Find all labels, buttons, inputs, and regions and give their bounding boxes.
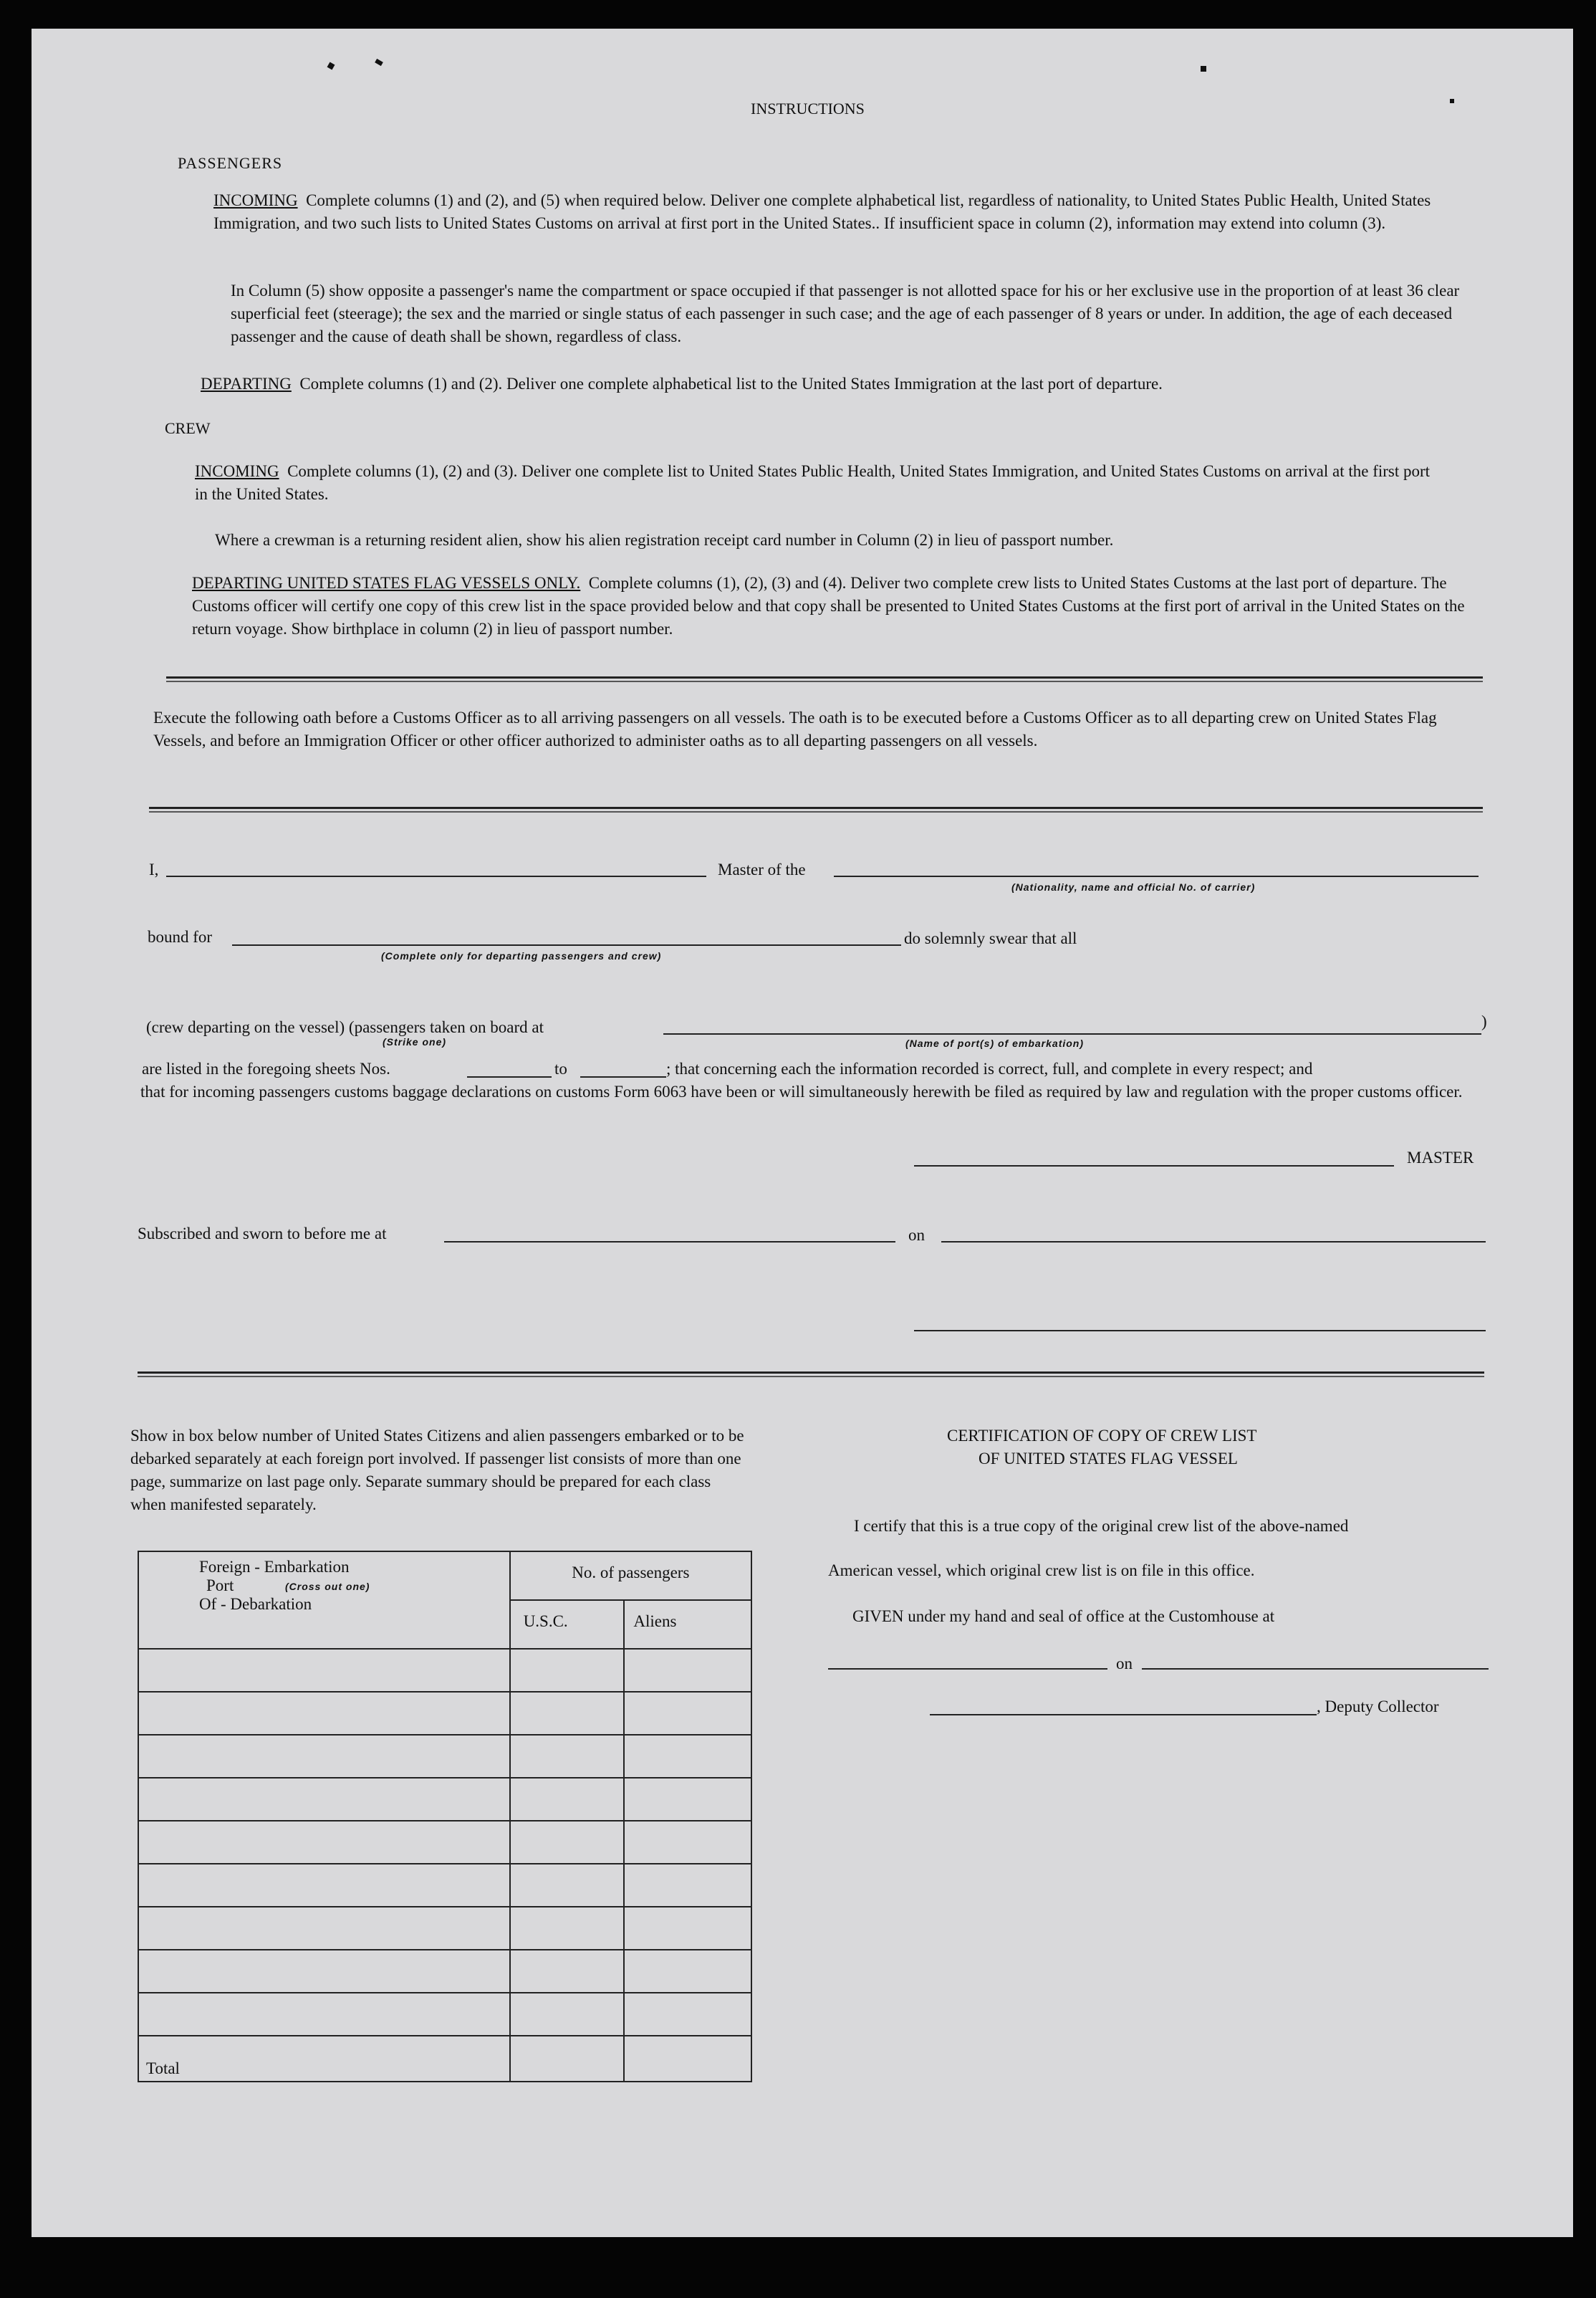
aliens-cell[interactable] <box>624 1950 751 1993</box>
usc-cell[interactable] <box>510 1993 625 2036</box>
passengers-departing-text: Complete columns (1) and (2). Deliver one complete alphabetical list to the United States Immigration at the last port of departure. <box>299 375 1163 393</box>
aliens-cell[interactable] <box>624 1649 751 1692</box>
aliens-column-header: Aliens <box>624 1600 751 1649</box>
passengers-column-header: No. of passengers <box>510 1551 751 1600</box>
cross-out-hint: (Cross out one) <box>285 1581 370 1592</box>
section-divider <box>166 676 1483 682</box>
table-row <box>138 1907 751 1950</box>
passengers-departing-label: DEPARTING <box>201 375 292 393</box>
passengers-column5-paragraph: In Column (5) show opposite a passenger's name the compartment or space occupied if that passenger is not allotted space for his or her exclusive use in the proportion of at least 36 clear superficial feet (steerage); the sex and the married or single status of each passenger in such case; and the age of each passenger of 8 years or under. In addition, the age of each deceased passenger and the cause of death shall be shown, regardless of class. <box>231 282 1460 345</box>
aliens-cell[interactable] <box>624 1907 751 1950</box>
close-paren: ) <box>1481 1012 1487 1030</box>
given-text: GIVEN under my hand and seal of office at the Customhouse at <box>852 1607 1275 1625</box>
usc-cell[interactable] <box>510 1649 625 1692</box>
officer-signature-field[interactable] <box>914 1330 1486 1331</box>
col1-line1: Foreign - Embarkation <box>199 1558 350 1576</box>
total-usc-cell[interactable] <box>510 2036 625 2082</box>
port-cell[interactable] <box>138 1649 510 1692</box>
table-row <box>138 1821 751 1864</box>
oath-intro: Execute the following oath before a Customs Officer as to all arriving passengers on all vessels. The oath is to be executed before a Customs Officer as to all departing crew on United States Flag Vessels, and before an Immigration Officer or other officer authorized to administer oaths as to all departing passengers on all vessels. <box>153 709 1437 750</box>
scan-mark <box>1201 66 1206 72</box>
usc-cell[interactable] <box>510 1821 625 1864</box>
nationality-hint: (Nationality, name and official No. of carrier) <box>1011 881 1256 893</box>
swear-text: do solemnly swear that all <box>904 929 1077 947</box>
master-label: MASTER <box>1407 1149 1474 1167</box>
bound-for-field[interactable] <box>232 944 901 946</box>
certification-title-line1: CERTIFICATION OF COPY OF CREW LIST <box>947 1427 1257 1445</box>
crew-incoming-paragraph <box>195 460 1441 506</box>
usc-cell[interactable] <box>510 1735 625 1778</box>
certify-text: I certify that this is a true copy of the original crew list of the above-named <box>854 1517 1349 1535</box>
strike-one-hint: (Strike one) <box>383 1036 447 1048</box>
port-column-header <box>138 1551 510 1649</box>
port-cell[interactable] <box>138 1778 510 1821</box>
table-row <box>138 1735 751 1778</box>
port-hint: (Name of port(s) of embarkation) <box>905 1038 1085 1049</box>
total-aliens-cell[interactable] <box>624 2036 751 2082</box>
total-label: Total <box>138 2036 510 2082</box>
aliens-cell[interactable] <box>624 1993 751 2036</box>
aliens-cell[interactable] <box>624 1821 751 1864</box>
passenger-summary-table <box>138 1551 752 2082</box>
sworn-date-field[interactable] <box>941 1241 1486 1243</box>
port-cell[interactable] <box>138 1821 510 1864</box>
sworn-place-field[interactable] <box>444 1241 895 1243</box>
bound-for-hint: (Complete only for departing passengers and crew) <box>381 950 662 962</box>
crew-heading: CREW <box>165 419 211 437</box>
section-divider <box>138 1371 1484 1377</box>
passengers-heading: PASSENGERS <box>178 154 283 172</box>
passengers-incoming-label: INCOMING <box>213 191 298 209</box>
customhouse-field[interactable] <box>828 1668 1107 1670</box>
master-of-label: Master of the <box>718 861 806 878</box>
passengers-incoming-text: Complete columns (1) and (2), and (5) when required below. Deliver one complete alphabetical list, regardless of nationality, to United States Public Health, United States Immigration, and two such lists to United States Customs on arrival at first port in the United States.. If insufficient space in column (2), information may extend into column (3). <box>213 191 1431 232</box>
deputy-collector-label: , Deputy Collector <box>1317 1698 1439 1715</box>
sheet-to-field[interactable] <box>580 1076 666 1078</box>
crew-departing-text: Complete columns (1), (2), (3) and (4). Deliver two complete crew lists to United States Customs at the last port of departure. The Customs officer will certify one copy of this crew list in the space provided below and that copy shall be presented to United States Customs at the first port of arrival in the United States on the return voyage. Show birthplace in column (2) in lieu of passport number. <box>192 574 1465 638</box>
crew-departing-label: DEPARTING UNITED STATES FLAG VESSELS ONLY. <box>192 574 581 592</box>
col1-line2: Port <box>206 1576 234 1594</box>
certification-date-field[interactable] <box>1142 1668 1489 1670</box>
carrier-field[interactable] <box>834 876 1479 877</box>
usc-cell[interactable] <box>510 1864 625 1907</box>
aliens-cell[interactable] <box>624 1778 751 1821</box>
usc-cell[interactable] <box>510 1907 625 1950</box>
master-signature-field[interactable] <box>914 1165 1394 1167</box>
crew-incoming-text: Complete columns (1), (2) and (3). Deliver one complete list to United States Public Health, United States Immigration, and United States Customs on arrival at the first port in the United States. <box>195 462 1431 503</box>
certification-title-line2: OF UNITED STATES FLAG VESSEL <box>979 1450 1238 1468</box>
port-cell[interactable] <box>138 1993 510 2036</box>
deputy-signature-field[interactable] <box>930 1714 1317 1715</box>
crew-departing-paragraph <box>192 572 1474 641</box>
scan-mark <box>1450 99 1454 103</box>
page-title: INSTRUCTIONS <box>751 100 865 118</box>
table-row <box>138 1649 751 1692</box>
col1-line3: Of - Debarkation <box>199 1595 312 1613</box>
aliens-cell[interactable] <box>624 1864 751 1907</box>
bound-for-label: bound for <box>148 928 213 946</box>
sheets-to-label: to <box>554 1060 567 1078</box>
table-row <box>138 1993 751 2036</box>
section-divider <box>149 807 1483 813</box>
passengers-departing-paragraph <box>201 373 1497 396</box>
usc-cell[interactable] <box>510 1950 625 1993</box>
port-cell[interactable] <box>138 1692 510 1735</box>
table-row <box>138 1778 751 1821</box>
sheets-prefix: are listed in the foregoing sheets Nos. <box>142 1060 390 1078</box>
table-row <box>138 1692 751 1735</box>
usc-column-header: U.S.C. <box>510 1600 625 1649</box>
master-name-field[interactable] <box>166 876 706 877</box>
port-cell[interactable] <box>138 1735 510 1778</box>
aliens-cell[interactable] <box>624 1735 751 1778</box>
port-cell[interactable] <box>138 1864 510 1907</box>
crew-incoming-label: INCOMING <box>195 462 279 480</box>
usc-cell[interactable] <box>510 1692 625 1735</box>
usc-cell[interactable] <box>510 1778 625 1821</box>
certification-on-label: on <box>1116 1655 1133 1672</box>
sheet-from-field[interactable] <box>467 1076 552 1078</box>
oath-i-label: I, <box>149 861 159 878</box>
sworn-on-label: on <box>908 1226 925 1244</box>
crew-resident-paragraph: Where a crewman is a returning resident alien, show his alien registration receipt card number in Column (2) in lieu of passport number. <box>215 531 1114 549</box>
embarkation-port-field[interactable] <box>663 1033 1481 1035</box>
crew-departing-text: (crew departing on the vessel) (passengers taken on board at <box>146 1018 544 1036</box>
subscribed-label: Subscribed and sworn to before me at <box>138 1225 387 1243</box>
vessel-text: American vessel, which original crew list is on file in this office. <box>828 1561 1255 1579</box>
aliens-cell[interactable] <box>624 1692 751 1735</box>
port-cell[interactable] <box>138 1907 510 1950</box>
passengers-incoming-paragraph <box>213 189 1496 235</box>
table-row <box>138 1864 751 1907</box>
declaration-text: that for incoming passengers customs baggage declarations on customs Form 6063 have been or will simultaneously herewith be filed as required by law and regulation with the proper customs officer. <box>140 1083 1463 1101</box>
summary-intro: Show in box below number of United States Citizens and alien passengers embarked or to be debarked separately at each foreign port involved. If passenger list consists of more than one page, summarize on last page only. Separate summary should be prepared for each class when manifested separately. <box>130 1427 744 1513</box>
port-cell[interactable] <box>138 1950 510 1993</box>
sheets-suffix: ; that concerning each the information recorded is correct, full, and complete in every respect; and <box>666 1060 1313 1078</box>
table-row <box>138 1950 751 1993</box>
total-row <box>138 2036 751 2082</box>
